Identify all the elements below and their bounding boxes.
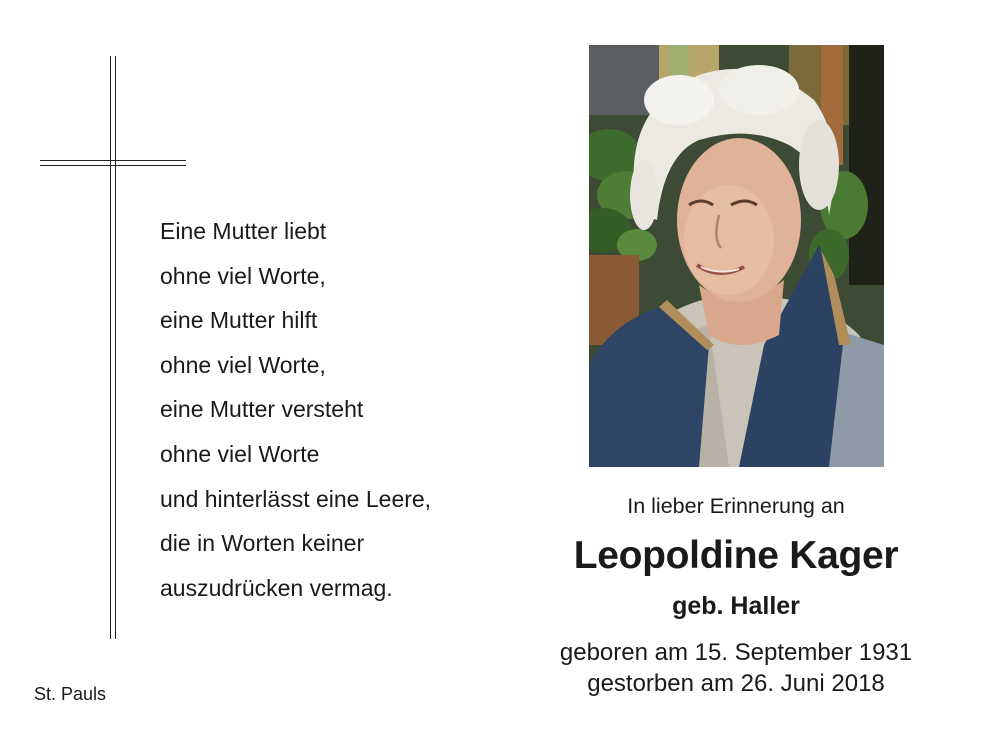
poem-line: ohne viel Worte [160, 440, 320, 467]
memorial-intro: In lieber Erinnerung an [627, 494, 845, 518]
poem-line: eine Mutter hilft [160, 307, 318, 334]
cross-vertical-line [115, 56, 116, 639]
poem [160, 214, 431, 615]
poem-line: eine Mutter versteht [160, 396, 364, 423]
death-date: gestorben am 26. Juni 2018 [587, 670, 885, 697]
poem-line: und hinterlässt eine Leere, [160, 485, 432, 512]
poem-line: die in Worten keiner [160, 530, 365, 557]
portrait-photo [589, 45, 884, 467]
cross-horizontal-line [40, 160, 186, 161]
cross-horizontal-line [40, 165, 186, 166]
poem-line: Eine Mutter liebt [160, 218, 327, 244]
poem-line: ohne viel Worte, [160, 262, 326, 289]
cross-vertical-line [110, 56, 111, 639]
maiden-name: geb. Haller [672, 592, 800, 620]
birth-date: geboren am 15. September 1931 [559, 639, 913, 666]
poem-line: auszudrücken vermag. [160, 574, 393, 601]
poem-line: ohne viel Worte, [160, 351, 326, 378]
deceased-name: Leopoldine Kager [573, 534, 899, 577]
place-label: St. Pauls [34, 684, 107, 704]
